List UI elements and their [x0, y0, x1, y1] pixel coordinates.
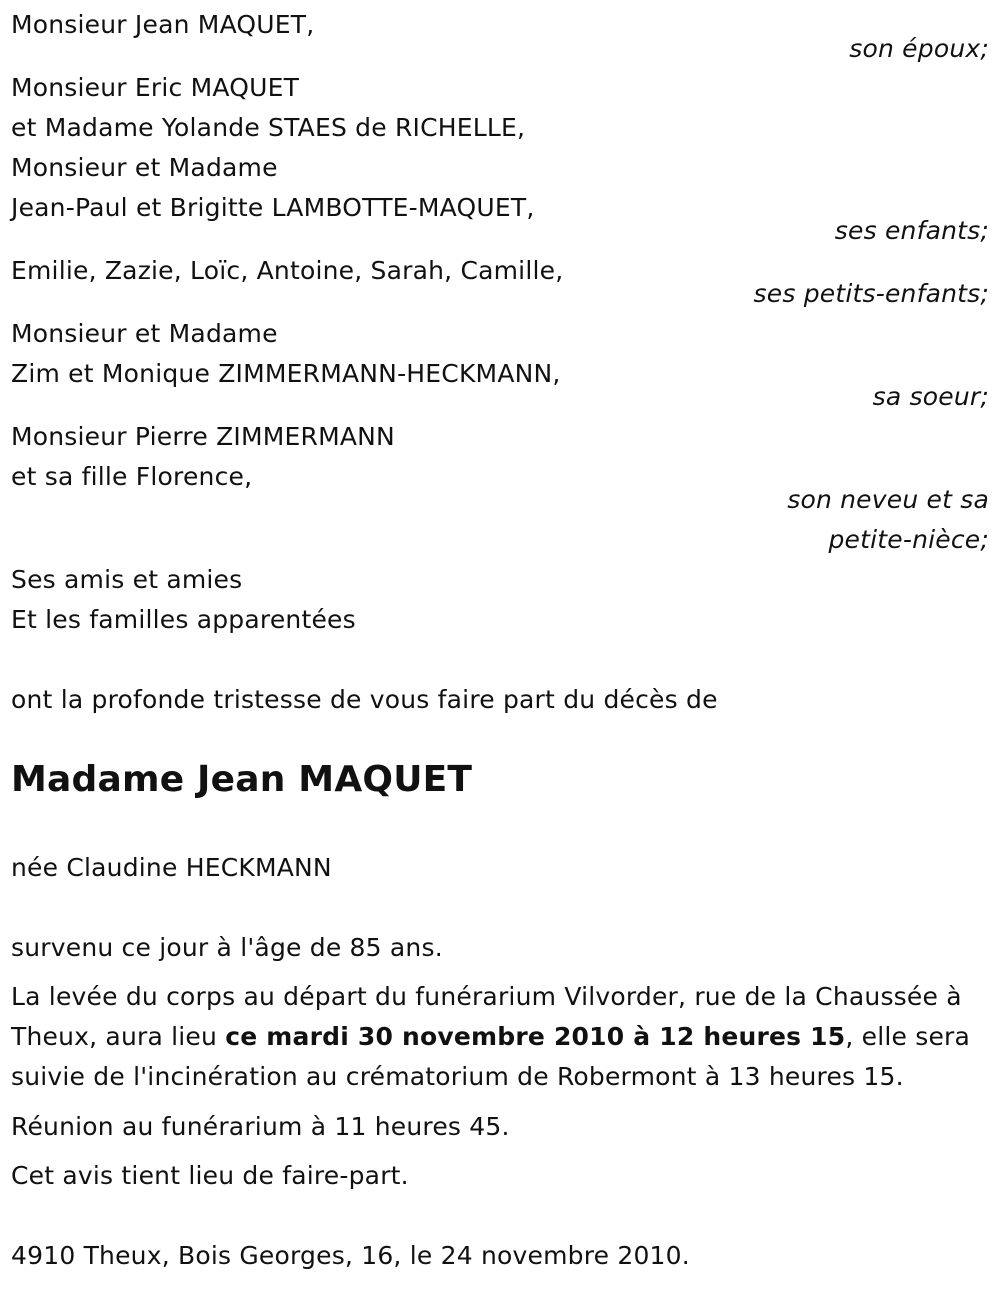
family-name-line: Monsieur et Madame: [11, 153, 278, 182]
family-name-line: et Madame Yolande STAES de RICHELLE,: [11, 113, 526, 142]
ceremony-text: La levée du corps au départ du funérarium Vilvorder, rue de la Chaussée à Theux, aura lieu: [11, 982, 962, 1051]
friends-line: Et les familles apparentées: [11, 605, 356, 634]
family-role: ses petits-enfants;: [753, 279, 989, 308]
family-name-line: et sa fille Florence,: [11, 462, 253, 491]
family-name-line: Monsieur Jean MAQUET,: [11, 10, 315, 39]
family-name-line: Monsieur Pierre ZIMMERMANN: [11, 422, 395, 451]
family-name-line: Monsieur Eric MAQUET: [11, 73, 300, 102]
ceremony-date: ce mardi 30 novembre 2010 à 12 heures 15: [225, 1022, 846, 1051]
notice-line: Cet avis tient lieu de faire-part.: [11, 1161, 409, 1190]
family-name-line: Zim et Monique ZIMMERMANN-HECKMANN,: [11, 359, 561, 388]
family-name-line: Monsieur et Madame: [11, 319, 278, 348]
family-role: son époux;: [849, 34, 989, 63]
family-role: sa soeur;: [872, 382, 989, 411]
family-name-line: Emilie, Zazie, Loïc, Antoine, Sarah, Camille,: [11, 256, 564, 285]
age-line: survenu ce jour à l'âge de 85 ans.: [11, 933, 443, 962]
friends-line: Ses amis et amies: [11, 565, 243, 594]
family-role: son neveu et sa: [787, 485, 989, 514]
family-name-line: Jean-Paul et Brigitte LAMBOTTE-MAQUET,: [11, 193, 535, 222]
ceremony-paragraph: [11, 977, 991, 1097]
deceased-name: Madame Jean MAQUET: [11, 759, 473, 800]
announcement-text: ont la profonde tristesse de vous faire part du décès de: [11, 685, 718, 714]
ceremony-text: , elle sera suivie de l'incinération au crématorium de Robermont à 13 heures 15.: [11, 1022, 971, 1091]
deceased-born: née Claudine HECKMANN: [11, 853, 332, 882]
meeting-line: Réunion au funérarium à 11 heures 45.: [11, 1112, 510, 1141]
place-date: 4910 Theux, Bois Georges, 16, le 24 novembre 2010.: [11, 1241, 690, 1270]
family-role: ses enfants;: [834, 216, 989, 245]
family-role: petite-nièce;: [828, 525, 989, 554]
